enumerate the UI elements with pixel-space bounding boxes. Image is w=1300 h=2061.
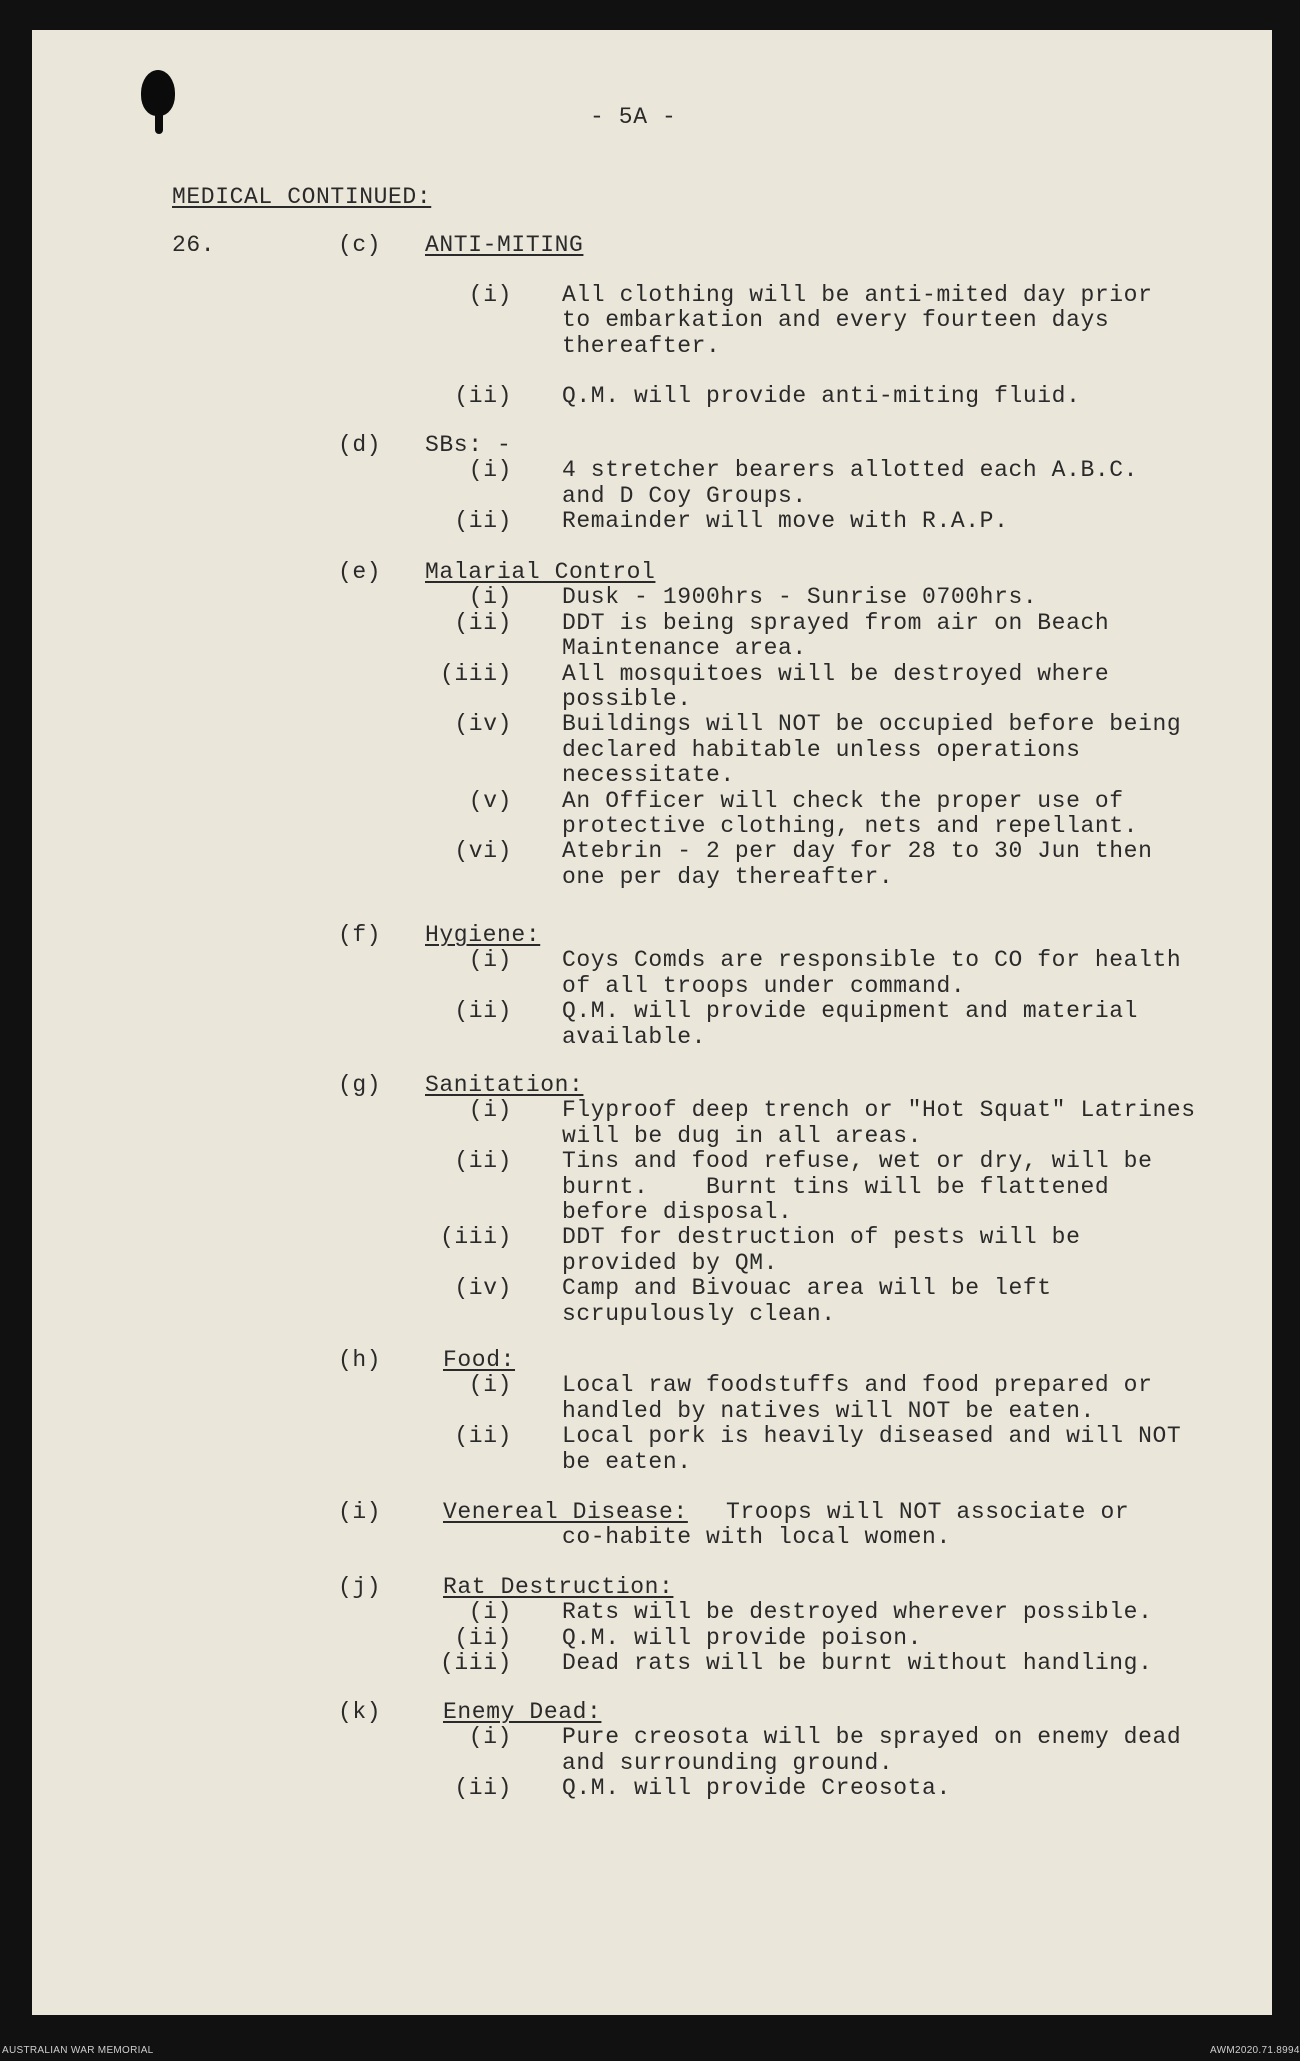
sub-text-e-6-2: one per day thereafter. bbox=[562, 863, 894, 890]
sub-text-d-2-1: Remainder will move with R.A.P. bbox=[562, 508, 1009, 535]
sub-number-j-2: (ii) bbox=[454, 1624, 512, 1651]
sub-number-e-4: (iv) bbox=[454, 711, 512, 738]
sub-number-k-2: (ii) bbox=[454, 1775, 512, 1802]
item-letter-d: (d) bbox=[338, 432, 382, 458]
sub-text-e-4-1: Buildings will NOT be occupied before being bbox=[562, 711, 1182, 738]
item-heading-j: Rat Destruction: bbox=[443, 1574, 674, 1600]
sub-number-f-2: (ii) bbox=[454, 998, 512, 1025]
sub-text-g-2-1: Tins and food refuse, wet or dry, will be bbox=[562, 1148, 1153, 1175]
sub-number-e-2: (ii) bbox=[454, 609, 512, 636]
sub-text-e-5-2: protective clothing, nets and repellant. bbox=[562, 813, 1139, 839]
sub-number-e-1: (i) bbox=[468, 584, 513, 611]
item-letter-j: (j) bbox=[338, 1574, 382, 1600]
item-heading-d: SBs: - bbox=[425, 432, 512, 458]
sub-text-f-2-2: available. bbox=[562, 1023, 707, 1050]
sub-text-g-4-2: scrupulously clean. bbox=[562, 1300, 836, 1327]
sub-text-h-1-1: Local raw foodstuffs and food prepared or bbox=[562, 1372, 1153, 1399]
item-letter-i: (i) bbox=[338, 1499, 382, 1525]
sub-number-e-3: (iii) bbox=[440, 660, 513, 687]
item-letter-g: (g) bbox=[338, 1072, 382, 1098]
item-heading-e: Malarial Control bbox=[425, 559, 656, 585]
sub-number-j-3: (iii) bbox=[440, 1650, 513, 1677]
sub-text-d-1-2: and D Coy Groups. bbox=[562, 482, 807, 509]
sub-number-g-1: (i) bbox=[468, 1097, 513, 1124]
item-letter-e: (e) bbox=[338, 559, 382, 585]
sub-text-f-1-1: Coys Comds are responsible to CO for health bbox=[562, 947, 1182, 974]
item-heading-g: Sanitation: bbox=[425, 1072, 584, 1098]
sub-number-g-2: (ii) bbox=[454, 1148, 512, 1175]
sub-number-e-5: (v) bbox=[468, 787, 513, 814]
item-letter-k: (k) bbox=[338, 1699, 382, 1725]
item-heading-k: Enemy Dead: bbox=[443, 1699, 602, 1725]
item-letter-c: (c) bbox=[338, 232, 382, 258]
sub-number-d-1: (i) bbox=[468, 457, 513, 484]
item-text2-i: co-habite with local women. bbox=[562, 1524, 951, 1551]
item-heading-c: ANTI-MITING bbox=[425, 232, 584, 258]
sub-text-g-2-3: before disposal. bbox=[562, 1199, 793, 1225]
sub-text-g-1-1: Flyproof deep trench or "Hot Squat" Latrines bbox=[562, 1097, 1196, 1124]
sub-text-k-1-2: and surrounding ground. bbox=[562, 1749, 894, 1776]
sub-text-k-2-1: Q.M. will provide Creosota. bbox=[562, 1775, 951, 1802]
sub-text-e-3-1: All mosquitoes will be destroyed where bbox=[562, 660, 1110, 687]
sub-number-c-2: (ii) bbox=[454, 383, 512, 410]
sub-text-g-2-2: burnt. Burnt tins will be flattened bbox=[562, 1173, 1110, 1200]
sub-text-j-3-1: Dead rats will be burnt without handling. bbox=[562, 1650, 1153, 1677]
sub-text-h-2-2: be eaten. bbox=[562, 1448, 692, 1475]
sub-text-d-1-1: 4 stretcher bearers allotted each A.B.C. bbox=[562, 457, 1139, 484]
sub-text-e-3-2: possible. bbox=[562, 686, 692, 712]
sub-text-g-3-2: provided by QM. bbox=[562, 1249, 779, 1276]
sub-text-f-2-1: Q.M. will provide equipment and material bbox=[562, 998, 1139, 1025]
sub-text-c-2-1: Q.M. will provide anti-miting fluid. bbox=[562, 383, 1081, 410]
sub-text-g-4-1: Camp and Bivouac area will be left bbox=[562, 1275, 1052, 1302]
ink-blot bbox=[141, 70, 175, 116]
item-heading-h: Food: bbox=[443, 1347, 516, 1373]
sub-text-c-1-1: All clothing will be anti-mited day prior bbox=[562, 282, 1153, 308]
sub-number-k-1: (i) bbox=[468, 1724, 513, 1751]
page-number: - 5A - bbox=[590, 104, 677, 130]
item-letter-h: (h) bbox=[338, 1347, 382, 1373]
sub-text-j-2-1: Q.M. will provide poison. bbox=[562, 1624, 923, 1651]
footer-archive-name: AUSTRALIAN WAR MEMORIAL bbox=[2, 2045, 154, 2056]
sub-text-e-1-1: Dusk - 1900hrs - Sunrise 0700hrs. bbox=[562, 584, 1038, 611]
sub-text-j-1-1: Rats will be destroyed wherever possible. bbox=[562, 1599, 1153, 1626]
item-heading-i: Venereal Disease: bbox=[443, 1499, 688, 1525]
sub-text-e-4-3: necessitate. bbox=[562, 762, 735, 789]
sub-text-g-1-2: will be dug in all areas. bbox=[562, 1122, 923, 1149]
item-letter-f: (f) bbox=[338, 922, 382, 948]
sub-number-e-6: (vi) bbox=[454, 838, 512, 865]
sub-text-e-4-2: declared habitable unless operations bbox=[562, 736, 1081, 763]
sub-text-h-2-1: Local pork is heavily diseased and will NOT bbox=[562, 1423, 1182, 1450]
item-heading-f: Hygiene: bbox=[425, 922, 541, 948]
sub-text-e-5-1: An Officer will check the proper use of bbox=[562, 787, 1124, 814]
sub-text-e-6-1: Atebrin - 2 per day for 28 to 30 Jun then bbox=[562, 838, 1153, 865]
sub-number-j-1: (i) bbox=[468, 1599, 513, 1626]
sub-text-f-1-2: of all troops under command. bbox=[562, 972, 966, 999]
paragraph-number: 26. bbox=[172, 232, 216, 258]
sub-text-c-1-2: to embarkation and every fourteen days bbox=[562, 307, 1110, 334]
sub-number-g-3: (iii) bbox=[440, 1224, 513, 1251]
sub-text-k-1-1: Pure creosota will be sprayed on enemy dead bbox=[562, 1724, 1182, 1751]
sub-text-e-2-1: DDT is being sprayed from air on Beach bbox=[562, 609, 1110, 636]
sub-text-c-1-3: thereafter. bbox=[562, 332, 721, 359]
sub-text-h-1-2: handled by natives will NOT be eaten. bbox=[562, 1397, 1095, 1424]
footer-reference: AWM2020.71.8994 bbox=[1210, 2045, 1300, 2056]
sub-text-e-2-2: Maintenance area. bbox=[562, 635, 807, 662]
sub-number-g-4: (iv) bbox=[454, 1275, 512, 1302]
item-text-i: Troops will NOT associate or bbox=[726, 1499, 1130, 1525]
sub-text-g-3-1: DDT for destruction of pests will be bbox=[562, 1224, 1081, 1251]
sub-number-c-1: (i) bbox=[468, 282, 513, 308]
sub-number-h-2: (ii) bbox=[454, 1423, 512, 1450]
sub-number-h-1: (i) bbox=[468, 1372, 513, 1399]
section-heading: MEDICAL CONTINUED: bbox=[172, 184, 432, 210]
sub-number-f-1: (i) bbox=[468, 947, 513, 974]
sub-number-d-2: (ii) bbox=[454, 508, 512, 535]
